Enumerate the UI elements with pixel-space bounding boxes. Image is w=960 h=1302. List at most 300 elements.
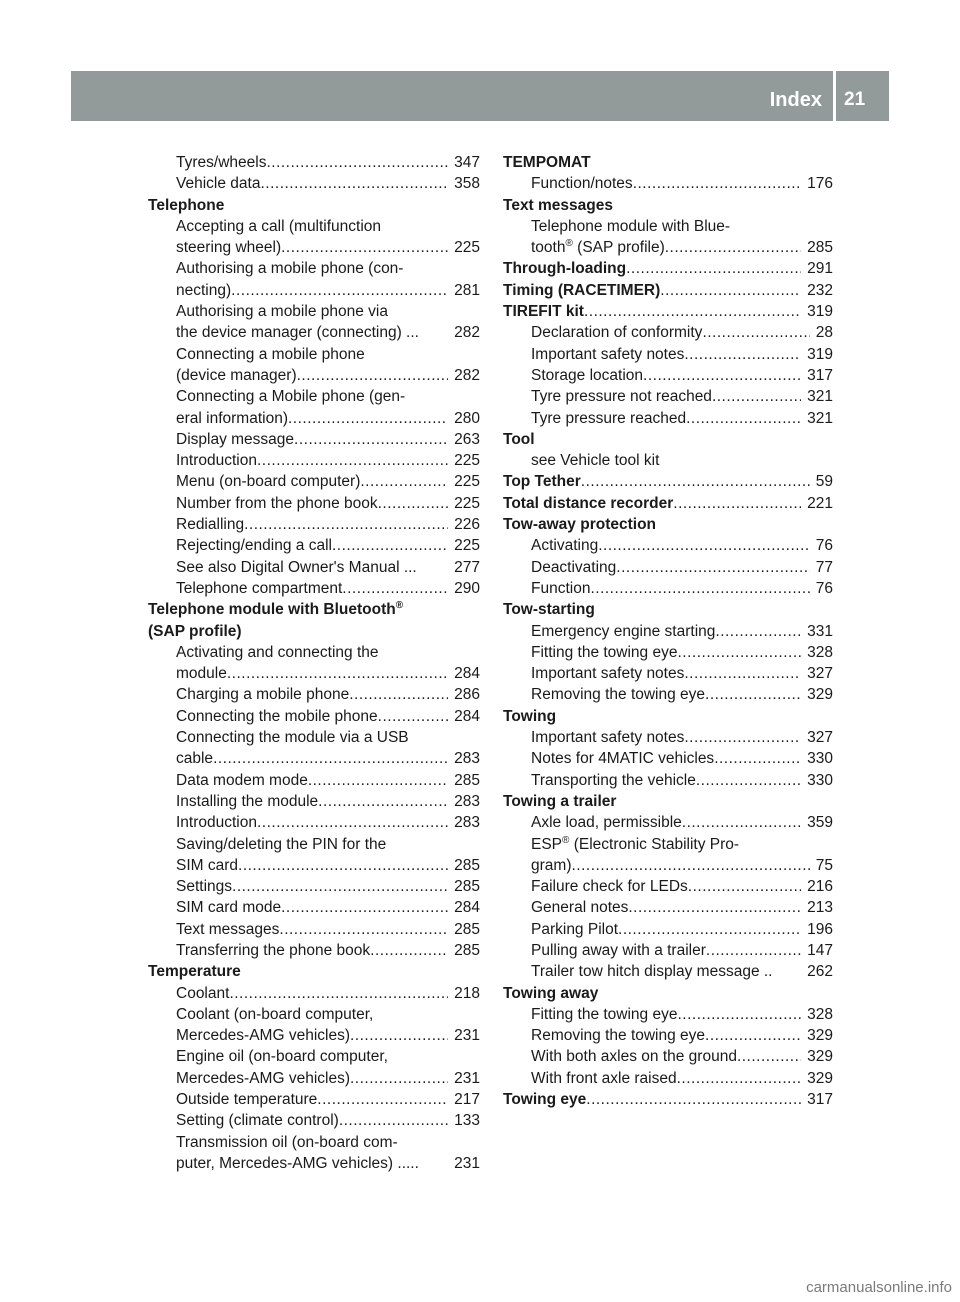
- index-entry: [148, 493, 480, 514]
- entry-text: Rejecting/ending a call: [176, 537, 332, 555]
- index-entry: [503, 237, 833, 258]
- page-reference: 281: [454, 281, 480, 299]
- entry-text: Outside temperature: [176, 1091, 318, 1109]
- page-reference: 225: [454, 473, 480, 491]
- entry-text: Activating and connecting the: [176, 643, 379, 661]
- page-reference: 232: [807, 281, 833, 299]
- index-entry: [148, 1153, 480, 1174]
- entry-text: TIREFIT kit: [503, 303, 584, 321]
- index-entry: [503, 216, 833, 237]
- dot-leader: [370, 940, 448, 961]
- entry-text: module: [176, 665, 227, 683]
- entry-text: ESP® (Electronic Stability Pro-: [531, 834, 740, 853]
- index-entry: [148, 919, 480, 940]
- entry-text: Tool: [503, 430, 535, 448]
- index-heading: [503, 599, 833, 620]
- index-entry: [148, 301, 480, 322]
- dot-leader: [715, 621, 801, 642]
- dot-leader: [350, 1025, 448, 1046]
- dot-leader: [378, 493, 449, 514]
- index-entry: [503, 940, 833, 961]
- index-entry: [503, 684, 833, 705]
- entry-text: Tow-away protection: [503, 516, 657, 534]
- dot-leader: [688, 876, 801, 897]
- dot-leader: [682, 812, 801, 833]
- dot-leader: [702, 322, 809, 343]
- index-entry: [148, 535, 480, 556]
- dot-leader: [673, 493, 801, 514]
- entry-text: Mercedes-AMG vehicles): [176, 1069, 350, 1087]
- index-entry: [148, 514, 480, 535]
- index-entry: [503, 1046, 833, 1067]
- index-entry: [148, 1025, 480, 1046]
- watermark: carmanualsonline.info: [806, 1279, 952, 1296]
- page-reference: 280: [454, 409, 480, 427]
- index-heading: [503, 791, 833, 812]
- dot-leader: [317, 1089, 448, 1110]
- index-entry: [148, 1132, 480, 1153]
- entry-text: Axle load, permissible: [531, 814, 682, 832]
- entry-text: Charging a mobile phone: [176, 686, 350, 704]
- index-heading: [503, 258, 833, 279]
- entry-text: Towing a trailer: [503, 792, 617, 810]
- entry-text: Installing the module: [176, 792, 319, 810]
- dot-leader: [297, 365, 449, 386]
- section-title: Index: [769, 89, 822, 111]
- dot-leader: [332, 535, 448, 556]
- index-entry: [148, 642, 480, 663]
- dot-leader: [584, 301, 801, 322]
- entry-text: Redialling: [176, 516, 245, 534]
- entry-text: Important safety notes: [531, 665, 685, 683]
- dot-leader: [342, 578, 448, 599]
- page-reference: 285: [454, 920, 480, 938]
- page-reference: 319: [807, 345, 833, 363]
- dot-leader: [308, 770, 448, 791]
- page-reference: 319: [807, 303, 833, 321]
- page-reference: 283: [454, 750, 480, 768]
- page-reference: 284: [454, 899, 480, 917]
- entry-text: eral information): [176, 409, 288, 427]
- dot-leader: [705, 684, 801, 705]
- page-reference: 358: [454, 175, 480, 193]
- page-reference: 218: [454, 984, 480, 1002]
- entry-text: Transferring the phone book: [176, 941, 371, 959]
- index-entry: [503, 578, 833, 599]
- page-reference: 231: [454, 1154, 480, 1172]
- index-entry: [148, 727, 480, 748]
- entry-text: Important safety notes: [531, 345, 685, 363]
- page-reference: 263: [454, 430, 480, 448]
- dot-leader: [266, 152, 448, 173]
- entry-text: Display message: [176, 430, 295, 448]
- entry-text: Total distance recorder: [503, 494, 674, 512]
- dot-leader: [684, 727, 801, 748]
- dot-leader: [598, 535, 810, 556]
- entry-text: Tyre pressure not reached: [531, 388, 712, 406]
- page-reference: 317: [807, 1091, 833, 1109]
- entry-text: Transmission oil (on-board com-: [176, 1133, 398, 1151]
- entry-text: (SAP profile): [148, 622, 242, 640]
- page-reference: 75: [815, 856, 833, 874]
- index-entry: [148, 408, 480, 429]
- dot-leader: [213, 748, 448, 769]
- index-heading: [148, 599, 480, 620]
- index-entry: [503, 919, 833, 940]
- index-heading: [503, 195, 833, 216]
- dot-leader: [318, 791, 448, 812]
- index-entry: [503, 557, 833, 578]
- index-entry: [503, 1025, 833, 1046]
- page-reference: 327: [807, 729, 833, 747]
- index-entry: [148, 258, 480, 279]
- entry-text: Storage location: [531, 366, 644, 384]
- index-column-left: [148, 152, 480, 1174]
- index-entry: [148, 834, 480, 855]
- page-reference: 225: [454, 452, 480, 470]
- entry-text: tooth® (SAP profile): [531, 238, 665, 257]
- page-reference: 328: [807, 1005, 833, 1023]
- index-entry: [148, 855, 480, 876]
- entry-text: Removing the towing eye: [531, 686, 706, 704]
- entry-text: Telephone module with Blue-: [531, 217, 731, 235]
- index-entry: [148, 578, 480, 599]
- page-reference: 216: [807, 878, 833, 896]
- index-entry: [148, 770, 480, 791]
- dot-leader: [350, 1068, 448, 1089]
- dot-leader: [705, 1025, 801, 1046]
- index-entry: [148, 1046, 480, 1067]
- page-reference: 284: [454, 665, 480, 683]
- entry-text: Fitting the towing eye: [531, 643, 678, 661]
- index-heading: [503, 1089, 833, 1110]
- page-reference: 329: [807, 686, 833, 704]
- page-reference: 327: [807, 665, 833, 683]
- dot-leader: [360, 471, 448, 492]
- index-entry: [148, 684, 480, 705]
- index-entry: [503, 386, 833, 407]
- index-heading: [148, 621, 480, 642]
- entry-text: puter, Mercedes-AMG vehicles) .....: [176, 1154, 419, 1172]
- dot-leader: [260, 173, 448, 194]
- index-entry: [148, 812, 480, 833]
- entry-text: Number from the phone book: [176, 494, 378, 512]
- index-heading: [503, 301, 833, 322]
- page-reference: 277: [454, 558, 480, 576]
- entry-text: Tyres/wheels: [176, 154, 267, 171]
- entry-text: Deactivating: [531, 558, 617, 576]
- entry-text: Text messages: [176, 920, 280, 938]
- index-entry: [148, 791, 480, 812]
- page-reference: 221: [807, 494, 833, 512]
- index-entry: [148, 152, 480, 173]
- dot-leader: [712, 386, 801, 407]
- page-reference: 285: [454, 856, 480, 874]
- dot-leader: [571, 855, 809, 876]
- dot-leader: [586, 1089, 801, 1110]
- entry-text: Connecting a Mobile phone (gen-: [176, 388, 406, 406]
- dot-leader: [686, 408, 801, 429]
- dot-leader: [227, 663, 448, 684]
- index-entry: [148, 450, 480, 471]
- index-entry: [148, 216, 480, 237]
- page-reference: 330: [807, 750, 833, 768]
- page-reference: 285: [807, 239, 833, 257]
- index-entry: [503, 408, 833, 429]
- dot-leader: [590, 578, 809, 599]
- dot-leader: [633, 173, 801, 194]
- index-entry: [148, 706, 480, 727]
- index-entry: [148, 237, 480, 258]
- entry-text: SIM card: [176, 856, 239, 874]
- index-entry: [503, 344, 833, 365]
- entry-text: General notes: [531, 899, 629, 917]
- page-reference: 359: [807, 814, 833, 832]
- dot-leader: [279, 919, 448, 940]
- page-reference: 290: [454, 579, 480, 597]
- page-reference: 76: [815, 537, 833, 555]
- page-reference: 196: [807, 920, 833, 938]
- entry-text: Top Tether: [503, 473, 581, 491]
- entry-text: Accepting a call (multifunction: [176, 217, 382, 235]
- index-entry: [148, 1089, 480, 1110]
- page-reference: 231: [454, 1027, 480, 1045]
- index-entry: [503, 663, 833, 684]
- dot-leader: [696, 770, 801, 791]
- entry-text: Declaration of conformity: [531, 324, 703, 342]
- index-entry: [148, 471, 480, 492]
- page-reference: 225: [454, 494, 480, 512]
- index-entry: [503, 535, 833, 556]
- entry-text: Notes for 4MATIC vehicles: [531, 750, 715, 768]
- dot-leader: [660, 280, 801, 301]
- index-heading: [503, 983, 833, 1004]
- index-heading: [503, 471, 833, 492]
- entry-text: Parking Pilot: [531, 920, 619, 938]
- dot-leader: [349, 684, 448, 705]
- entry-text: With both axles on the ground: [531, 1048, 737, 1066]
- page-reference: 213: [807, 899, 833, 917]
- index-heading: [503, 152, 833, 173]
- page-reference: 77: [815, 558, 833, 576]
- page-reference: 285: [454, 941, 480, 959]
- entry-text: Coolant (on-board computer,: [176, 1005, 374, 1023]
- index-heading: [148, 195, 480, 216]
- entry-text: Activating: [531, 537, 599, 555]
- page-reference: 231: [454, 1069, 480, 1087]
- dot-leader: [628, 897, 801, 918]
- page-reference: 176: [807, 175, 833, 193]
- dot-leader: [618, 919, 801, 940]
- dot-leader: [281, 897, 448, 918]
- dot-leader: [294, 429, 448, 450]
- page-reference: 330: [807, 771, 833, 789]
- page-reference: 317: [807, 366, 833, 384]
- page-reference: 282: [454, 366, 480, 384]
- entry-text: Menu (on-board computer): [176, 473, 361, 491]
- entry-text: see Vehicle tool kit: [531, 452, 660, 470]
- page-reference: 217: [454, 1091, 480, 1109]
- entry-text: Fitting the towing eye: [531, 1005, 678, 1023]
- entry-text: Telephone compartment: [176, 579, 343, 597]
- page-reference: 226: [454, 516, 480, 534]
- dot-leader: [677, 1004, 801, 1025]
- index-entry: [148, 1110, 480, 1131]
- index-entry: [148, 983, 480, 1004]
- index-entry: [503, 1068, 833, 1089]
- index-entry: [148, 344, 480, 365]
- index-entry: [503, 876, 833, 897]
- index-entry: [503, 322, 833, 343]
- page-reference: 283: [454, 792, 480, 810]
- entry-text: Text messages: [503, 196, 613, 214]
- index-entry: [503, 770, 833, 791]
- entry-text: Settings: [176, 878, 233, 896]
- index-entry: [503, 897, 833, 918]
- entry-text: gram): [531, 856, 572, 874]
- page-reference: 286: [454, 686, 480, 704]
- page-reference: 285: [454, 878, 480, 896]
- index-heading: [503, 280, 833, 301]
- header-divider: [833, 71, 836, 121]
- dot-leader: [281, 237, 448, 258]
- entry-text: Connecting a mobile phone: [176, 345, 365, 363]
- entry-text: SIM card mode: [176, 899, 282, 917]
- index-entry: [503, 1004, 833, 1025]
- entry-text: Introduction: [176, 814, 257, 832]
- index-entry: [503, 812, 833, 833]
- index-entry: [148, 365, 480, 386]
- entry-text: See also Digital Owner's Manual ...: [176, 558, 417, 576]
- entry-text: Trailer tow hitch display message ..: [531, 963, 773, 981]
- page-reference: 225: [454, 537, 480, 555]
- entry-text: Telephone: [148, 196, 225, 214]
- entry-text: Through-loading: [503, 260, 627, 278]
- entry-text: Vehicle data: [176, 175, 261, 193]
- index-entry: [503, 748, 833, 769]
- page-reference: 225: [454, 239, 480, 257]
- dot-leader: [257, 812, 448, 833]
- page-reference: 285: [454, 771, 480, 789]
- index-entry: [148, 663, 480, 684]
- entry-text: the device manager (connecting) ...: [176, 324, 419, 342]
- page-reference: 321: [807, 409, 833, 427]
- entry-text: Engine oil (on-board computer,: [176, 1048, 388, 1066]
- entry-text: cable: [176, 750, 214, 768]
- page-reference: 147: [807, 941, 833, 959]
- index-entry: [503, 642, 833, 663]
- index-column-right: [503, 152, 833, 1110]
- index-entry: [148, 1004, 480, 1025]
- entry-text: Tow-starting: [503, 601, 595, 619]
- page-number: 21: [844, 89, 866, 110]
- index-entry: [503, 450, 833, 471]
- index-entry: [148, 173, 480, 194]
- dot-leader: [257, 450, 448, 471]
- index-entry: [503, 365, 833, 386]
- entry-text: Towing eye: [503, 1091, 587, 1109]
- entry-text: Authorising a mobile phone (con-: [176, 260, 404, 278]
- index-entry: [148, 1068, 480, 1089]
- entry-text: Setting (climate control): [176, 1112, 339, 1130]
- entry-text: Introduction: [176, 452, 257, 470]
- entry-text: Towing away: [503, 984, 599, 1002]
- index-entry: [148, 897, 480, 918]
- page-reference: 76: [815, 579, 833, 597]
- entry-text: (device manager): [176, 366, 297, 384]
- index-entry: [148, 940, 480, 961]
- page-reference: 291: [807, 260, 833, 278]
- entry-text: Authorising a mobile phone via: [176, 303, 388, 321]
- page-reference: 328: [807, 643, 833, 661]
- index-heading: [503, 514, 833, 535]
- index-heading: [148, 961, 480, 982]
- dot-leader: [232, 876, 448, 897]
- entry-text: Failure check for LEDs: [531, 878, 688, 896]
- dot-leader: [626, 258, 801, 279]
- entry-text: steering wheel): [176, 239, 282, 257]
- entry-text: Transporting the vehicle: [531, 771, 696, 789]
- dot-leader: [677, 1068, 802, 1089]
- dot-leader: [229, 983, 448, 1004]
- index-heading: [503, 429, 833, 450]
- entry-text: TEMPOMAT: [503, 154, 591, 171]
- index-entry: [503, 621, 833, 642]
- page-reference: 321: [807, 388, 833, 406]
- page-reference: 329: [807, 1048, 833, 1066]
- page-reference: 282: [454, 324, 480, 342]
- index-entry: [148, 322, 480, 343]
- dot-leader: [714, 748, 801, 769]
- entry-text: necting): [176, 281, 232, 299]
- entry-text: Data modem mode: [176, 771, 308, 789]
- page-reference: 331: [807, 622, 833, 640]
- entry-text: Temperature: [148, 963, 241, 981]
- index-entry: [503, 961, 833, 982]
- index-entry: [503, 727, 833, 748]
- entry-text: Timing (RACETIMER): [503, 281, 661, 299]
- index-entry: [148, 386, 480, 407]
- page-reference: 133: [454, 1112, 480, 1130]
- dot-leader: [378, 706, 448, 727]
- entry-text: With front axle raised: [531, 1069, 677, 1087]
- entry-text: Towing: [503, 707, 557, 725]
- entry-text: Removing the towing eye: [531, 1027, 706, 1045]
- dot-leader: [288, 408, 448, 429]
- dot-leader: [665, 237, 801, 258]
- dot-leader: [231, 280, 448, 301]
- entry-text: Saving/deleting the PIN for the: [176, 835, 387, 853]
- page-reference: 329: [807, 1069, 833, 1087]
- index-entry: [503, 173, 833, 194]
- entry-text: Emergency engine starting: [531, 622, 716, 640]
- page-reference: 347: [454, 154, 480, 171]
- dot-leader: [737, 1046, 801, 1067]
- index-entry: [503, 834, 833, 855]
- page-reference: 283: [454, 814, 480, 832]
- dot-leader: [339, 1110, 448, 1131]
- index-entry: [148, 748, 480, 769]
- index-heading: [503, 493, 833, 514]
- dot-leader: [244, 514, 448, 535]
- dot-leader: [677, 642, 801, 663]
- entry-text: Telephone module with Bluetooth®: [148, 600, 404, 619]
- page-reference: 329: [807, 1027, 833, 1045]
- entry-text: Tyre pressure reached: [531, 409, 687, 427]
- page-reference: 284: [454, 707, 480, 725]
- dot-leader: [684, 344, 801, 365]
- entry-text: Function: [531, 579, 591, 597]
